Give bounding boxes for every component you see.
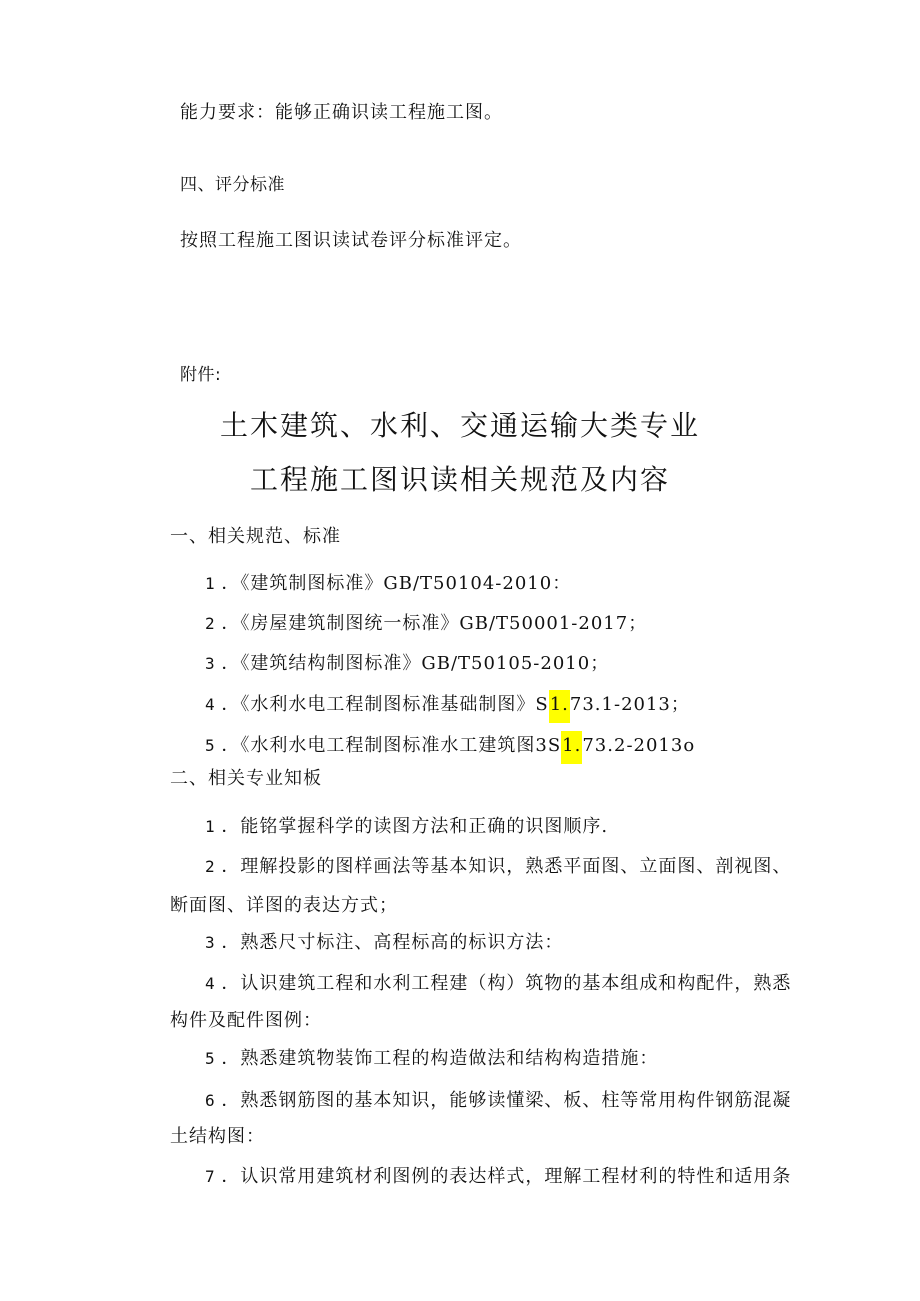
item-text: ．认识建筑工程和水利工程建（构）筑物的基本组成和构配件，熟悉 xyxy=(221,973,792,994)
item-number: 2 xyxy=(205,614,215,633)
list-item xyxy=(205,1046,658,1072)
item-text-pre: ．《水利水电工程制图标准基础制图》S xyxy=(221,694,549,715)
list-item xyxy=(205,1088,791,1114)
document-title-line2: 工程施工图识读相关规范及内容 xyxy=(249,463,670,496)
item-text: ．能铭掌握科学的读图方法和正确的识图顺序. xyxy=(221,816,609,837)
item-text: ．认识常用建筑材利图例的表达样式，理解工程材利的特性和适用条 xyxy=(221,1166,792,1187)
list-item xyxy=(205,930,563,956)
list-item-continuation: 断面图、详图的表达方式； xyxy=(170,895,398,916)
item-number: 3 xyxy=(205,933,215,952)
section2-heading: 二、相关专业知板 xyxy=(170,768,322,789)
item-number: 7 xyxy=(205,1167,215,1186)
ability-requirement: 能力要求：能够正确识读工程施工图。 xyxy=(180,102,503,123)
item-text: ．熟悉尺寸标注、高程标高的标识方法： xyxy=(221,932,564,953)
list-item xyxy=(205,854,791,880)
list-item xyxy=(205,971,791,997)
item-number: 2 xyxy=(205,857,215,876)
document-title-line1: 土木建筑、水利、交通运输大类专业 xyxy=(219,409,700,442)
section4-heading: 四、评分标准 xyxy=(180,175,285,195)
item-text: ．《建筑结构制图标准》GB/T50105-2010； xyxy=(221,653,610,674)
item-text: ．熟悉钢筋图的基本知识，能够读懂梁、板、柱等常用构件钢筋混凝 xyxy=(221,1090,792,1111)
item-text-post: 73.1-2013； xyxy=(569,694,690,715)
item-text-pre: ．《水利水电工程制图标准水工建筑图3S xyxy=(221,735,562,756)
list-item xyxy=(205,733,695,759)
list-item xyxy=(205,692,690,718)
item-number: 6 xyxy=(205,1091,215,1110)
item-number: 5 xyxy=(205,1049,215,1068)
item-number: 1 xyxy=(205,574,215,593)
item-number: 5 xyxy=(205,736,215,755)
highlighted-text: 1. xyxy=(549,690,570,723)
list-item-continuation: 构件及配件图例： xyxy=(170,1010,322,1031)
item-number: 3 xyxy=(205,654,215,673)
item-text: ．《建筑制图标准》GB/T50104-2010： xyxy=(221,573,572,594)
item-number: 4 xyxy=(205,695,215,714)
list-item xyxy=(205,571,571,597)
list-item xyxy=(205,814,608,840)
item-text: ．理解投影的图样画法等基本知识，熟悉平面图、立面图、剖视图、 xyxy=(221,856,792,877)
section1-heading: 一、相关规范、标准 xyxy=(170,526,341,547)
list-item xyxy=(205,651,609,677)
list-item-continuation: 土结构图： xyxy=(170,1126,265,1147)
item-number: 1 xyxy=(205,817,215,836)
list-item xyxy=(205,1164,791,1190)
item-text: ．《房屋建筑制图统一标准》GB/T50001-2017； xyxy=(221,613,648,634)
item-text: ．熟悉建筑物装饰工程的构造做法和结构构造措施： xyxy=(221,1048,659,1069)
list-item xyxy=(205,611,647,637)
item-number: 4 xyxy=(205,974,215,993)
highlighted-text: 1. xyxy=(561,731,582,764)
section4-body: 按照工程施工图识读试卷评分标准评定。 xyxy=(180,230,522,251)
item-text-post: 73.2-2013o xyxy=(582,735,696,756)
attachment-label: 附件: xyxy=(180,365,222,385)
